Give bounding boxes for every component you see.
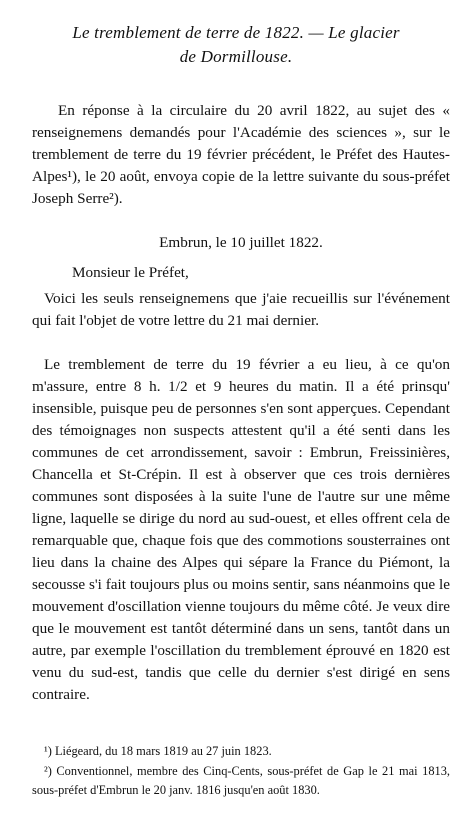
section-title-line-1: Le tremblement de terre de 1822. — Le glacier	[72, 23, 400, 42]
intro-paragraph: En réponse à la circulaire du 20 avril 1822, au sujet des « renseignemens demandés pour l'Académie des sciences », sur le tremblement de terre du 19 février précédent, le Préfet des Hautes-Alpes¹), le 20 août, envoya copie de la lettre suivante du sous-préfet Joseph Serre²).	[32, 102, 450, 207]
letter-salutation: Monsieur le Préfet,	[72, 264, 189, 281]
section-title-line-2: de Dormillouse.	[179, 47, 293, 66]
footnote-2: ²) Conventionnel, membre des Cinq-Cents, sous-préfet de Gap le 21 mai 1813, sous-préfet d'Embrun le 20 janv. 1816 jusqu'en août 1830.	[32, 764, 450, 797]
letter-place-date: Embrun, le 10 juillet 1822.	[159, 234, 323, 251]
footnote-1: ¹) Liégeard, du 18 mars 1819 au 27 juin 1823.	[44, 744, 272, 758]
letter-paragraph-1: Voici les seuls renseignemens que j'aie recueillis sur l'événement qui fait l'objet de votre lettre du 21 mai dernier.	[32, 290, 450, 329]
letter-paragraph-2: Le tremblement de terre du 19 février a eu lieu, à ce qu'on m'assure, entre 8 h. 1/2 et 9 heures du matin. Il a été prinsqu' insensible, puisque peu de personnes s'en sont apperçues. Cependant des témoignages non suspects attestent qu'il a été senti dans les communes de cet arrondissement, savoir : Embrun, Freissinières, Chancella et St-Crépin. Il est à observer que ces trois dernières communes sont disposées à la suite l'une de l'autre sur une même ligne, laquelle se dirige du nord au sud-ouest, et elles offrent cela de remarquable que, chaque fois que des commotions sousterraines ont lieu dans la chaine des Alpes qui sépare la France du Piémont, la secousse s'i fait toujours plus ou moins sentir, sans néanmoins que le mouvement d'oscillation vienne toujours du même côté. Je veux dire que le mouvement est tantôt déterminé dans un sens, tantôt dans un autre, par exemple l'oscillation du tremblement éprouvé en 1820 est venu du sud-est, tandis que celle du dernier s'est dirigé en sens contraire.	[32, 356, 450, 703]
